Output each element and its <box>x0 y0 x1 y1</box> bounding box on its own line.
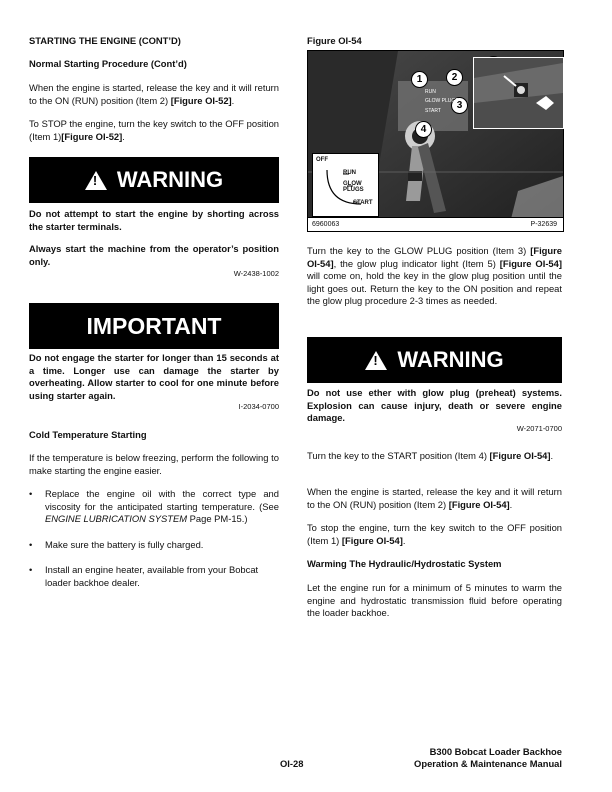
warning-text: Always start the machine from the operator’s position only. <box>29 243 279 267</box>
important-label: IMPORTANT <box>86 312 222 339</box>
figure-reference: [Figure OI-54] <box>489 450 551 461</box>
warning-banner <box>29 157 279 203</box>
figure-title: Figure OI-54 <box>307 35 362 46</box>
inset-label-off: OFF <box>316 157 328 163</box>
figure-reference: [Figure OI-54] <box>307 245 562 269</box>
panel-labels: RUN GLOW PLUGS START <box>425 89 459 114</box>
footer-title-line2: Operation & Maintenance Manual <box>414 758 562 769</box>
paragraph: To STOP the engine, turn the key switch to the OFF position (Item 1)[Figure OI-52]. <box>29 118 279 142</box>
paragraph: When the engine is started, release the key and it will return to the ON (RUN) position (Item 2) [Figure OI-54]. <box>307 486 562 510</box>
paragraph: Turn the key to the GLOW PLUG position (Item 3) [Figure OI-54], the glow plug indicator light (Item 5) [Figure OI-54] will come on, hold the key in the glow plug position until the light goes out. Return the key to the ON position and repeat the glow plug procedure 2-3 times as needed. <box>307 245 562 306</box>
callout-1: 1 <box>411 71 428 88</box>
paragraph: To stop the engine, turn the key switch to the OFF position (Item 1) [Figure OI-54]. <box>307 522 562 546</box>
warning-banner <box>307 337 562 383</box>
inset-label-glow-plugs: GLOW PLUGS <box>343 181 364 193</box>
subheading: Cold Temperature Starting <box>29 429 147 440</box>
list-item: • Replace the engine oil with the correct type and viscosity for the anticipated starting temperature. (See ENGINE LUBRICATION SYSTEM Page PM-15.) <box>29 488 279 526</box>
list-item: • Make sure the battery is fully charged. <box>29 539 279 552</box>
warning-label: WARNING <box>397 346 504 372</box>
warning-text: Do not use ether with glow plug (preheat) systems. Explosion can cause injury, death or severe engine damage. <box>307 387 562 423</box>
figure-reference: [Figure OI-52] <box>170 94 232 106</box>
inset-label-start: START <box>353 200 373 206</box>
list-item: • Install an engine heater, available from your Bobcat loader backhoe dealer. <box>29 564 279 589</box>
figure-reference: [Figure OI-54] <box>448 498 510 510</box>
part-number: 6960063 <box>312 221 340 228</box>
figure-reference: [Figure OI-54] <box>341 534 403 546</box>
important-text: Do not engage the starter for longer than 15 seconds at a time. Longer use can damage the starter by overheating. Allow starter to cool for one minute before using starter again. <box>29 352 279 401</box>
footer-title-line1: B300 Bobcat Loader Backhoe <box>429 746 562 757</box>
warning-code: W-2438-1002 <box>233 269 279 278</box>
paragraph: Let the engine run for a minimum of 5 minutes to warm the engine and hydrostatic transmission fluid before operating the loader backhoe. <box>307 582 562 618</box>
switch-diagram-inset <box>312 153 379 217</box>
warning-triangle-icon: ! <box>85 171 107 190</box>
figure-reference: [Figure OI-52] <box>61 130 123 142</box>
indicator-inset <box>473 57 564 129</box>
figure-reference: [Figure OI-54] <box>499 257 562 269</box>
paragraph: If the temperature is below freezing, perform the following to make starting the engine easier. <box>29 452 279 476</box>
section-heading: STARTING THE ENGINE (CONT’D) <box>29 35 181 46</box>
warning-label: WARNING <box>116 166 224 192</box>
subheading: Normal Starting Procedure (Cont’d) <box>29 58 187 69</box>
callout-3: 3 <box>451 97 468 114</box>
warning-text: Do not attempt to start the engine by shorting across the starter terminals. <box>29 208 279 232</box>
inset-label-run: RUN <box>343 170 356 176</box>
callout-2: 2 <box>446 69 463 86</box>
warning-code: W-2071-0700 <box>516 424 562 433</box>
bullet-list <box>29 488 279 602</box>
photo-number: P-32639 <box>530 221 557 228</box>
figure-number-strip <box>307 217 564 232</box>
paragraph: Turn the key to the START position (Item 4) [Figure OI-54]. <box>307 450 554 461</box>
subheading: Warming The Hydraulic/Hydrostatic System <box>307 558 502 569</box>
paragraph: When the engine is started, release the key and it will return to the ON (RUN) position (Item 2) [Figure OI-52]. <box>29 82 279 106</box>
page-number: OI-28 <box>280 758 304 769</box>
important-banner <box>29 303 279 349</box>
callout-4: 4 <box>415 121 432 138</box>
warning-triangle-icon: ! <box>365 351 387 370</box>
important-code: I-2034-0700 <box>238 402 279 411</box>
